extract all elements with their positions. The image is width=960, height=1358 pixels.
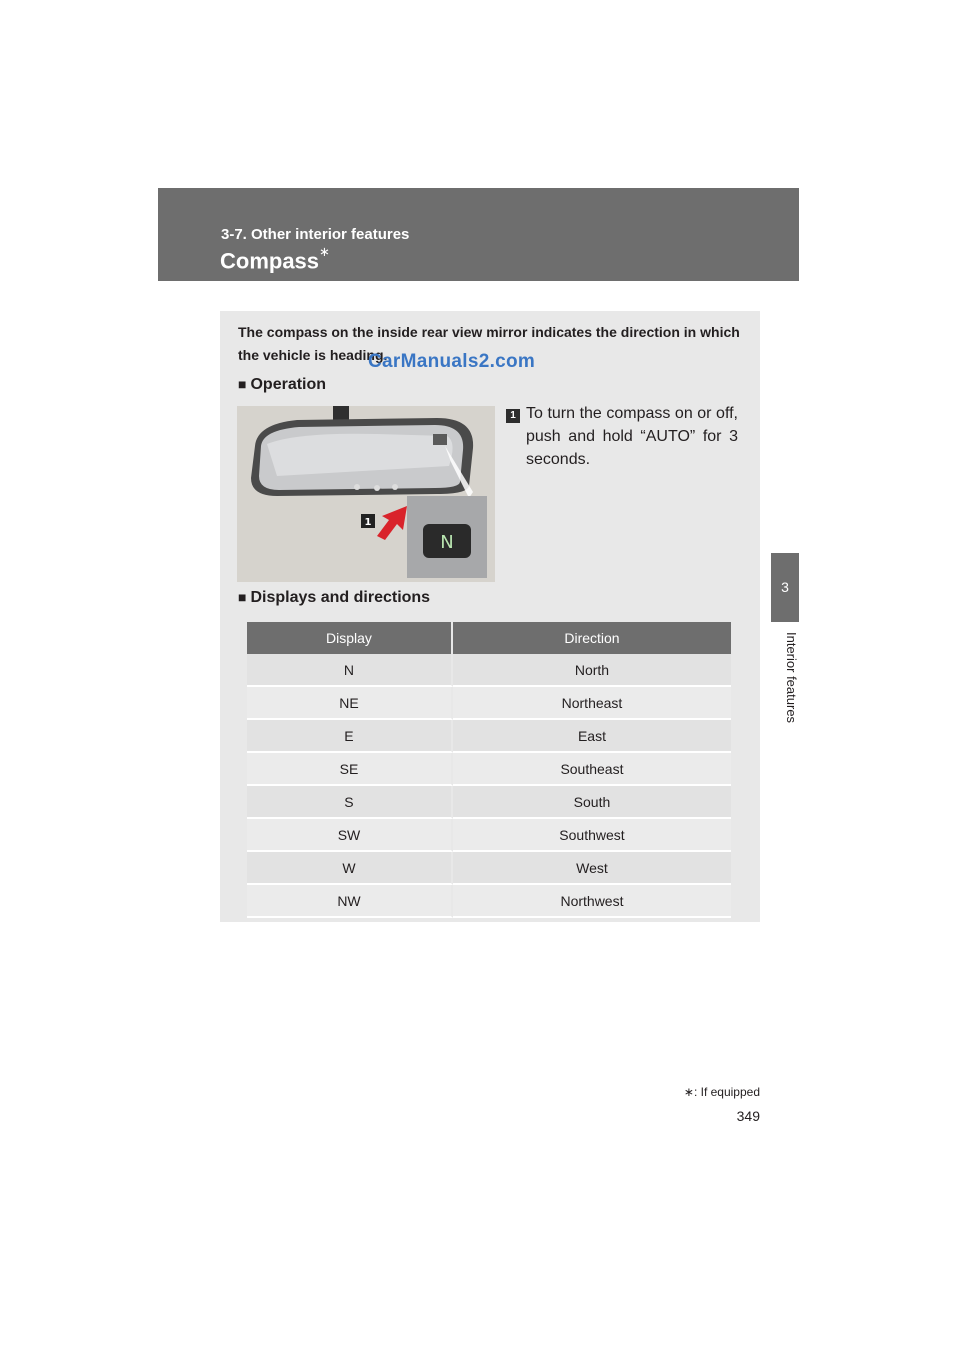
figure-compass-display: N <box>440 532 454 553</box>
table-row <box>247 687 731 720</box>
direction-cell: South <box>453 786 731 819</box>
direction-cell: Southwest <box>453 819 731 852</box>
column-header-display: Display <box>247 622 453 654</box>
display-cell: NE <box>247 687 453 720</box>
direction-cell: West <box>453 852 731 885</box>
table-row <box>247 786 731 819</box>
table-header-row <box>247 622 731 654</box>
equipped-mark: ∗ <box>319 244 330 259</box>
directions-table <box>247 622 731 918</box>
table-row <box>247 819 731 852</box>
step-1-badge: 1 <box>506 409 520 423</box>
direction-cell: Northwest <box>453 885 731 918</box>
table-row <box>247 753 731 786</box>
figure-callout-1: 1 <box>364 517 372 528</box>
mirror-illustration <box>237 406 495 582</box>
footnote-text: : If equipped <box>693 1085 760 1099</box>
direction-cell: East <box>453 720 731 753</box>
operation-heading-text: Operation <box>250 376 327 393</box>
content-box <box>220 311 760 922</box>
display-cell: SE <box>247 753 453 786</box>
square-bullet-icon: ■ <box>238 376 247 392</box>
intro-text: The compass on the inside rear view mirror indicates the direction in which the vehicle is heading. <box>238 324 740 363</box>
footnote-mark: ∗ <box>683 1085 694 1099</box>
direction-cell: Northeast <box>453 687 731 720</box>
table-row <box>247 654 731 687</box>
direction-cell: North <box>453 654 731 687</box>
operation-heading <box>238 376 326 394</box>
display-cell: N <box>247 654 453 687</box>
table-row <box>247 720 731 753</box>
displays-heading <box>238 589 430 607</box>
column-header-direction: Direction <box>453 622 731 654</box>
displays-heading-text: Displays and directions <box>250 589 431 606</box>
watermark-text: CarManuals2.com <box>368 351 536 372</box>
chapter-header <box>158 188 799 281</box>
step-1-text: To turn the compass on or off, push and hold “AUTO” for 3 seconds. <box>526 405 738 468</box>
footnote <box>684 1085 760 1099</box>
page-number: 349 <box>736 1108 760 1124</box>
display-cell: E <box>247 720 453 753</box>
display-cell: S <box>247 786 453 819</box>
chapter-tab-label: Interior features <box>784 632 799 724</box>
display-cell: NW <box>247 885 453 918</box>
section-label: 3-7. Other interior features <box>221 226 410 243</box>
rear-view-mirror-image <box>237 406 495 582</box>
direction-cell: Southeast <box>453 753 731 786</box>
square-bullet-icon: ■ <box>238 589 247 605</box>
page-title-text: Compass <box>220 248 320 274</box>
display-cell: W <box>247 852 453 885</box>
table-row <box>247 885 731 918</box>
display-cell: SW <box>247 819 453 852</box>
chapter-tab[interactable]: 3 <box>771 553 799 622</box>
table-row <box>247 852 731 885</box>
page-title <box>220 244 330 274</box>
